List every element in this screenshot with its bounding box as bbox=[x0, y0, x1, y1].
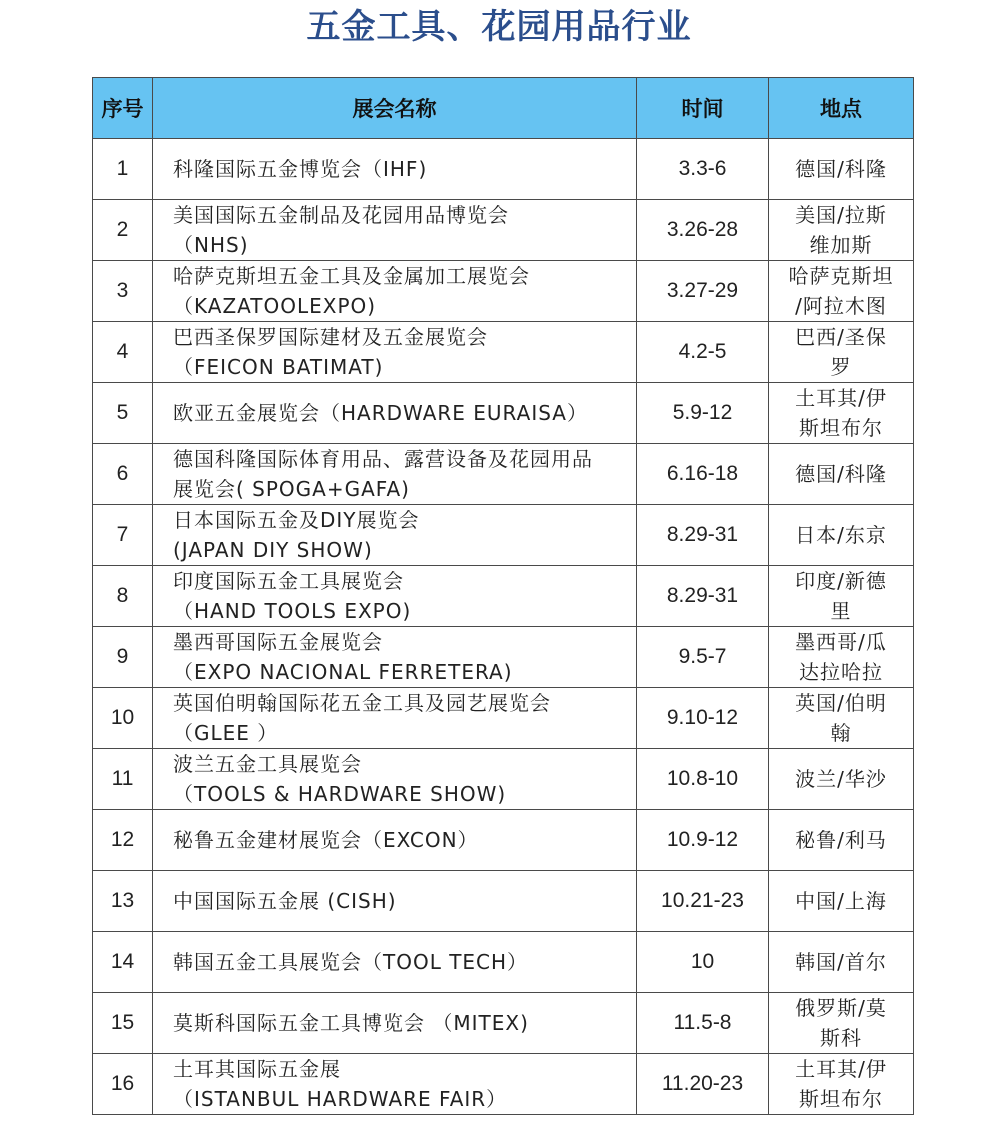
cell-name-line: （KAZATOOLEXPO) bbox=[173, 294, 377, 318]
cell-time: 10.9-12 bbox=[637, 810, 769, 871]
table-row bbox=[93, 993, 914, 1054]
cell-place-line: /阿拉木图 bbox=[795, 294, 887, 318]
cell-time: 6.16-18 bbox=[637, 444, 769, 505]
cell-time: 10.21-23 bbox=[637, 871, 769, 932]
cell-name bbox=[153, 810, 637, 871]
table-header-row bbox=[93, 78, 914, 139]
header-no: 序号 bbox=[93, 78, 153, 139]
cell-time: 3.27-29 bbox=[637, 261, 769, 322]
cell-place-line: 墨西哥/瓜 bbox=[795, 630, 887, 654]
cell-name-line: （FEICON BATIMAT) bbox=[173, 355, 384, 379]
table-row bbox=[93, 871, 914, 932]
cell-place-line: 土耳其/伊 bbox=[795, 1057, 887, 1081]
header-place: 地点 bbox=[769, 78, 914, 139]
cell-no: 1 bbox=[93, 139, 153, 200]
table-row bbox=[93, 566, 914, 627]
cell-no: 4 bbox=[93, 322, 153, 383]
cell-time: 3.26-28 bbox=[637, 200, 769, 261]
cell-name-line: （TOOLS & HARDWARE SHOW) bbox=[173, 782, 507, 806]
cell-place bbox=[769, 322, 914, 383]
cell-name bbox=[153, 627, 637, 688]
cell-name-line: 印度国际五金工具展览会 bbox=[173, 569, 404, 593]
cell-place-line: 斯坦布尔 bbox=[799, 1087, 883, 1111]
cell-place-line: 达拉哈拉 bbox=[799, 660, 883, 684]
cell-name bbox=[153, 749, 637, 810]
cell-name-line: （HAND TOOLS EXPO) bbox=[173, 599, 412, 623]
table-row bbox=[93, 932, 914, 993]
table-row bbox=[93, 627, 914, 688]
cell-name-line: 中国国际五金展 (CISH) bbox=[173, 889, 397, 913]
cell-name bbox=[153, 383, 637, 444]
cell-time: 4.2-5 bbox=[637, 322, 769, 383]
cell-place bbox=[769, 810, 914, 871]
cell-no: 5 bbox=[93, 383, 153, 444]
cell-no: 14 bbox=[93, 932, 153, 993]
cell-name-line: 科隆国际五金博览会（IHF) bbox=[173, 157, 428, 181]
cell-place-line: 哈萨克斯坦 bbox=[788, 264, 894, 288]
cell-time: 11.5-8 bbox=[637, 993, 769, 1054]
cell-no: 8 bbox=[93, 566, 153, 627]
cell-place bbox=[769, 139, 914, 200]
cell-name bbox=[153, 322, 637, 383]
cell-place-line: 波兰/华沙 bbox=[795, 767, 887, 791]
table-body bbox=[93, 139, 914, 1115]
table-row bbox=[93, 749, 914, 810]
cell-place-line: 印度/新德 bbox=[795, 569, 887, 593]
cell-name-line: （NHS) bbox=[173, 233, 249, 257]
cell-no: 9 bbox=[93, 627, 153, 688]
cell-no: 7 bbox=[93, 505, 153, 566]
cell-name-line: 欧亚五金展览会（HARDWARE EURAISA） bbox=[173, 401, 588, 425]
cell-no: 10 bbox=[93, 688, 153, 749]
cell-name-line: （ISTANBUL HARDWARE FAIR） bbox=[173, 1087, 508, 1111]
cell-time: 8.29-31 bbox=[637, 505, 769, 566]
cell-place bbox=[769, 200, 914, 261]
cell-place bbox=[769, 444, 914, 505]
cell-time: 10.8-10 bbox=[637, 749, 769, 810]
cell-place bbox=[769, 688, 914, 749]
cell-place-line: 翰 bbox=[830, 721, 852, 745]
cell-name bbox=[153, 505, 637, 566]
cell-place bbox=[769, 1054, 914, 1115]
cell-place bbox=[769, 566, 914, 627]
cell-place-line: 美国/拉斯 bbox=[795, 203, 887, 227]
cell-name bbox=[153, 139, 637, 200]
table-row bbox=[93, 322, 914, 383]
cell-place-line: 秘鲁/利马 bbox=[795, 828, 887, 852]
cell-place-line: 罗 bbox=[830, 355, 852, 379]
table-row bbox=[93, 261, 914, 322]
table-row bbox=[93, 444, 914, 505]
cell-no: 13 bbox=[93, 871, 153, 932]
cell-time: 11.20-23 bbox=[637, 1054, 769, 1115]
cell-name bbox=[153, 688, 637, 749]
cell-name bbox=[153, 261, 637, 322]
cell-no: 2 bbox=[93, 200, 153, 261]
cell-time: 3.3-6 bbox=[637, 139, 769, 200]
cell-place bbox=[769, 505, 914, 566]
cell-no: 3 bbox=[93, 261, 153, 322]
cell-place-line: 俄罗斯/莫 bbox=[795, 996, 887, 1020]
cell-place-line: 维加斯 bbox=[809, 233, 873, 257]
cell-name-line: 巴西圣保罗国际建材及五金展览会 bbox=[173, 325, 488, 349]
expo-table bbox=[92, 77, 914, 1115]
cell-no: 6 bbox=[93, 444, 153, 505]
cell-name bbox=[153, 932, 637, 993]
cell-place-line: 韩国/首尔 bbox=[795, 950, 887, 974]
cell-name-line: （GLEE ） bbox=[173, 721, 279, 745]
table-row bbox=[93, 383, 914, 444]
cell-name-line: （EXPO NACIONAL FERRETERA) bbox=[173, 660, 513, 684]
page-title: 五金工具、花园用品行业 bbox=[306, 7, 692, 47]
table-row bbox=[93, 688, 914, 749]
cell-name-line: 日本国际五金及DIY展览会 bbox=[173, 508, 420, 532]
cell-name-line: 波兰五金工具展览会 bbox=[173, 752, 362, 776]
cell-place bbox=[769, 261, 914, 322]
cell-name-line: 韩国五金工具展览会（TOOL TECH） bbox=[173, 950, 529, 974]
table-row bbox=[93, 505, 914, 566]
cell-time: 5.9-12 bbox=[637, 383, 769, 444]
cell-place-line: 土耳其/伊 bbox=[795, 386, 887, 410]
cell-name-line: 墨西哥国际五金展览会 bbox=[173, 630, 383, 654]
cell-name-line: 土耳其国际五金展 bbox=[173, 1057, 341, 1081]
cell-place-line: 巴西/圣保 bbox=[795, 325, 887, 349]
cell-place bbox=[769, 383, 914, 444]
cell-place bbox=[769, 993, 914, 1054]
cell-place-line: 斯坦布尔 bbox=[799, 416, 883, 440]
cell-name-line: 秘鲁五金建材展览会（EXCON） bbox=[173, 828, 479, 852]
cell-place bbox=[769, 932, 914, 993]
cell-no: 16 bbox=[93, 1054, 153, 1115]
cell-place-line: 日本/东京 bbox=[795, 523, 887, 547]
cell-place bbox=[769, 627, 914, 688]
cell-no: 15 bbox=[93, 993, 153, 1054]
table-row bbox=[93, 200, 914, 261]
cell-no: 11 bbox=[93, 749, 153, 810]
cell-name-line: 美国国际五金制品及花园用品博览会 bbox=[173, 203, 509, 227]
cell-place bbox=[769, 871, 914, 932]
cell-time: 9.10-12 bbox=[637, 688, 769, 749]
cell-name bbox=[153, 444, 637, 505]
cell-place-line: 里 bbox=[830, 599, 852, 623]
cell-no: 12 bbox=[93, 810, 153, 871]
cell-name-line: 展览会( SPOGA+GAFA) bbox=[173, 477, 410, 501]
cell-place-line: 德国/科隆 bbox=[795, 157, 887, 181]
cell-name bbox=[153, 993, 637, 1054]
cell-name bbox=[153, 871, 637, 932]
table-row bbox=[93, 1054, 914, 1115]
cell-name-line: 莫斯科国际五金工具博览会 （MITEX) bbox=[173, 1011, 529, 1035]
cell-place bbox=[769, 749, 914, 810]
header-time: 时间 bbox=[637, 78, 769, 139]
cell-place-line: 德国/科隆 bbox=[795, 462, 887, 486]
cell-time: 8.29-31 bbox=[637, 566, 769, 627]
header-name: 展会名称 bbox=[153, 78, 637, 139]
cell-time: 9.5-7 bbox=[637, 627, 769, 688]
cell-place-line: 斯科 bbox=[820, 1026, 862, 1050]
cell-time: 10 bbox=[637, 932, 769, 993]
table-row bbox=[93, 139, 914, 200]
cell-name-line: 英国伯明翰国际花五金工具及园艺展览会 bbox=[173, 691, 551, 715]
cell-name-line: (JAPAN DIY SHOW) bbox=[173, 538, 373, 562]
cell-name-line: 哈萨克斯坦五金工具及金属加工展览会 bbox=[173, 264, 530, 288]
cell-name bbox=[153, 566, 637, 627]
table-row bbox=[93, 810, 914, 871]
cell-name bbox=[153, 1054, 637, 1115]
cell-name-line: 德国科隆国际体育用品、露营设备及花园用品 bbox=[173, 447, 593, 471]
cell-name bbox=[153, 200, 637, 261]
cell-place-line: 英国/伯明 bbox=[795, 691, 887, 715]
cell-place-line: 中国/上海 bbox=[795, 889, 887, 913]
